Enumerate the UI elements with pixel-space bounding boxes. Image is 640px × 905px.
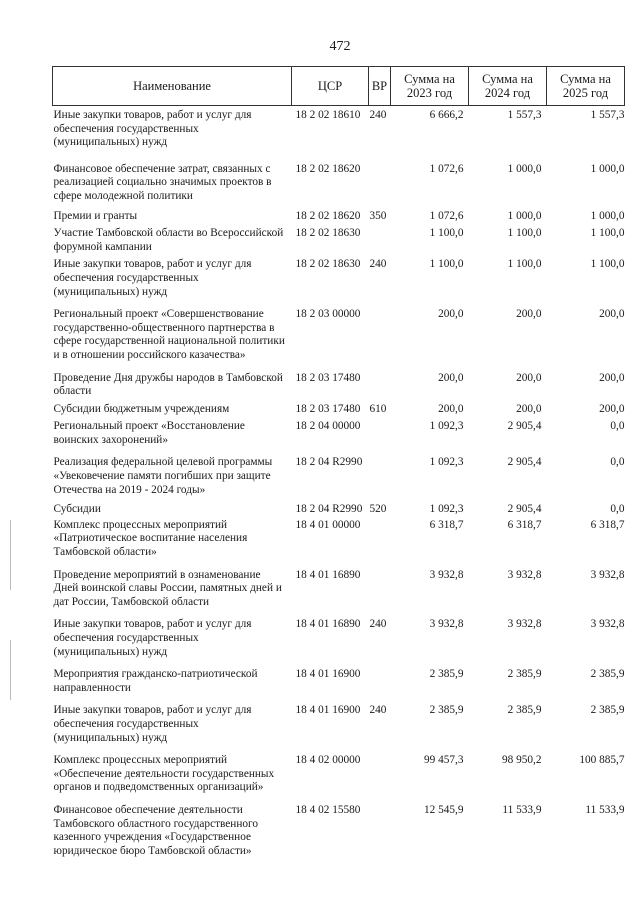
row-vr: 240 [369, 704, 387, 717]
page-number: 472 [329, 39, 351, 54]
row-sum-2023: 2 385,9 [429, 668, 464, 681]
row-sum-2024: 1 557,3 [507, 109, 542, 121]
row-name: Комплекс процессных мероприятий «Обеспечение деятельности государственных органов и подведомственных организаций» [53, 754, 275, 794]
table-row [53, 399, 625, 417]
row-vr: 520 [369, 503, 387, 516]
row-sum-2025: 0,0 [610, 503, 625, 516]
row-sum-2025: 200,0 [599, 308, 625, 321]
row-vr [369, 223, 391, 254]
row-sum-2025: 3 932,8 [590, 618, 625, 631]
row-sum-2025: 3 932,8 [590, 568, 625, 581]
table-row [53, 150, 625, 204]
table-row [53, 299, 625, 362]
row-csr: 18 4 01 16890 [295, 618, 361, 631]
row-vr [369, 659, 391, 695]
row-csr: 18 2 03 17480 [295, 371, 361, 384]
scan-artifact-line [10, 520, 11, 590]
row-vr [369, 299, 391, 362]
row-sum-2023: 12 545,9 [423, 803, 464, 816]
row-sum-2024: 1 000,0 [507, 209, 542, 222]
row-csr: 18 2 04 R2990 [295, 456, 363, 469]
row-sum-2025: 200,0 [599, 371, 625, 384]
row-vr: 240 [369, 109, 387, 121]
row-sum-2024: 1 100,0 [507, 258, 542, 271]
row-sum-2024: 1 100,0 [507, 227, 542, 240]
row-csr: 18 4 01 16900 [295, 668, 361, 681]
row-sum-2024: 2 385,9 [507, 668, 542, 681]
row-sum-2024: 98 950,2 [501, 754, 542, 767]
row-name: Региональный проект «Совершенствование государственно-общественного партнерства в сфере государственной национальной политики и в отношении российского казачества» [53, 308, 285, 361]
header-vr: ВР [369, 67, 391, 106]
table-row [53, 795, 625, 858]
row-csr: 18 2 02 18610 [295, 109, 361, 121]
row-name: Проведение Дня дружбы народов в Тамбовской области [53, 371, 283, 398]
table-row [53, 497, 625, 517]
row-vr [369, 560, 391, 610]
header-sum-2025: Сумма на 2025 год [547, 67, 625, 106]
row-csr: 18 4 01 16900 [295, 704, 361, 717]
row-vr [369, 745, 391, 795]
table-row [53, 659, 625, 695]
row-sum-2023: 200,0 [438, 308, 464, 321]
row-sum-2025: 200,0 [599, 402, 625, 415]
table-row [53, 363, 625, 399]
row-csr: 18 4 01 00000 [295, 518, 361, 531]
row-vr [369, 363, 391, 399]
row-csr: 18 2 03 00000 [295, 308, 361, 321]
row-sum-2025: 1 100,0 [590, 258, 625, 271]
row-sum-2025: 1 000,0 [590, 162, 625, 175]
row-vr: 350 [369, 209, 387, 222]
table-header-row [53, 67, 625, 106]
row-csr: 18 2 02 18630 [295, 227, 361, 240]
row-name: Иные закупки товаров, работ и услуг для обеспечения государственных (муниципальных) нужд [53, 109, 252, 149]
table-row [53, 447, 625, 497]
row-sum-2025: 2 385,9 [590, 668, 625, 681]
row-csr: 18 4 01 16890 [295, 568, 361, 581]
row-sum-2023: 200,0 [438, 402, 464, 415]
row-sum-2024: 2 905,4 [507, 503, 542, 516]
table-row [53, 106, 625, 150]
row-sum-2025: 1 557,3 [590, 109, 625, 121]
row-vr [369, 150, 391, 204]
row-vr [369, 416, 391, 447]
row-name: Проведение мероприятий в ознаменование Дней воинской славы России, памятных дней и дат России, Тамбовской области [53, 568, 282, 608]
row-name: Мероприятия гражданско-патриотической направленности [53, 668, 258, 694]
table-row [53, 204, 625, 224]
row-sum-2025: 6 318,7 [590, 518, 625, 531]
row-sum-2023: 200,0 [438, 371, 464, 384]
row-sum-2024: 200,0 [516, 308, 542, 321]
header-name: Наименование [53, 67, 292, 106]
row-sum-2024: 11 533,9 [502, 803, 542, 816]
row-sum-2025: 0,0 [610, 420, 625, 433]
row-csr: 18 2 03 17480 [295, 402, 361, 415]
row-sum-2023: 1 072,6 [429, 162, 464, 175]
row-sum-2024: 2 385,9 [507, 704, 542, 717]
row-sum-2025: 0,0 [610, 456, 625, 469]
row-name: Участие Тамбовской области во Всероссийской форумной кампании [53, 227, 284, 253]
row-name: Финансовое обеспечение затрат, связанных с реализацией социально значимых проектов в сфере молодежной политики [53, 162, 272, 202]
table-row [53, 223, 625, 254]
row-sum-2023: 1 092,3 [429, 456, 464, 469]
row-sum-2025: 1 100,0 [590, 227, 625, 240]
row-vr [369, 447, 391, 497]
row-sum-2023: 3 932,8 [429, 568, 464, 581]
row-csr: 18 4 02 15580 [295, 803, 361, 816]
row-name: Финансовое обеспечение деятельности Тамбовского областного государственного казенного учреждения «Государственное юридическое бюро Тамбовской области» [53, 803, 259, 857]
header-sum-2023: Сумма на 2023 год [391, 67, 469, 106]
row-sum-2025: 2 385,9 [590, 704, 625, 717]
row-name: Реализация федеральной целевой программы «Увековечение памяти погибших при защите Отечества на 2019 - 2024 годы» [53, 456, 273, 496]
row-vr [369, 795, 391, 858]
table-row [53, 416, 625, 447]
row-sum-2024: 3 932,8 [507, 568, 542, 581]
row-sum-2023: 1 100,0 [429, 227, 464, 240]
row-name: Иные закупки товаров, работ и услуг для обеспечения государственных (муниципальных) нужд [53, 258, 252, 298]
table-row [53, 745, 625, 795]
row-csr: 18 2 02 18620 [295, 209, 361, 222]
row-sum-2023: 1 092,3 [429, 420, 464, 433]
table-row [53, 560, 625, 610]
row-name: Премии и гранты [53, 209, 138, 222]
row-name: Комплекс процессных мероприятий «Патриотическое воспитание населения Тамбовской области» [53, 518, 248, 559]
row-name: Иные закупки товаров, работ и услуг для обеспечения государственных (муниципальных) нужд [53, 618, 252, 658]
row-sum-2025: 100 885,7 [579, 754, 625, 767]
row-sum-2023: 2 385,9 [429, 704, 464, 717]
row-sum-2023: 1 100,0 [429, 258, 464, 271]
row-sum-2023: 1 092,3 [429, 503, 464, 516]
row-name: Субсидии [53, 503, 101, 516]
header-csr: ЦСР [292, 67, 369, 106]
row-sum-2024: 200,0 [516, 402, 542, 415]
row-sum-2023: 99 457,3 [423, 754, 464, 767]
row-csr: 18 2 04 R2990 [295, 503, 363, 516]
header-sum-2024: Сумма на 2024 год [469, 67, 547, 106]
row-sum-2024: 200,0 [516, 371, 542, 384]
row-sum-2024: 2 905,4 [507, 420, 542, 433]
row-sum-2023: 6 318,7 [429, 518, 464, 531]
row-sum-2025: 11 533,9 [585, 803, 625, 816]
table-row [53, 695, 625, 745]
row-sum-2023: 6 666,2 [429, 109, 464, 121]
budget-table [52, 66, 625, 858]
row-name: Иные закупки товаров, работ и услуг для обеспечения государственных (муниципальных) нужд [53, 704, 252, 744]
row-sum-2024: 1 000,0 [507, 162, 542, 175]
row-name: Субсидии бюджетным учреждениям [53, 402, 230, 415]
row-csr: 18 2 04 00000 [295, 420, 361, 433]
row-name: Региональный проект «Восстановление воинских захоронений» [53, 420, 245, 446]
row-sum-2023: 1 072,6 [429, 209, 464, 222]
row-vr [369, 517, 391, 560]
table-row [53, 517, 625, 560]
row-sum-2025: 1 000,0 [590, 209, 625, 222]
row-csr: 18 2 02 18630 [295, 258, 361, 271]
row-csr: 18 4 02 00000 [295, 754, 361, 767]
row-vr: 610 [369, 402, 387, 415]
row-vr: 240 [369, 258, 387, 271]
table-row [53, 609, 625, 659]
row-sum-2023: 3 932,8 [429, 618, 464, 631]
scan-artifact-line [10, 640, 11, 700]
row-vr: 240 [369, 618, 387, 631]
row-csr: 18 2 02 18620 [295, 162, 361, 175]
row-sum-2024: 6 318,7 [507, 518, 542, 531]
row-sum-2024: 2 905,4 [507, 456, 542, 469]
table-row [53, 254, 625, 299]
row-sum-2024: 3 932,8 [507, 618, 542, 631]
